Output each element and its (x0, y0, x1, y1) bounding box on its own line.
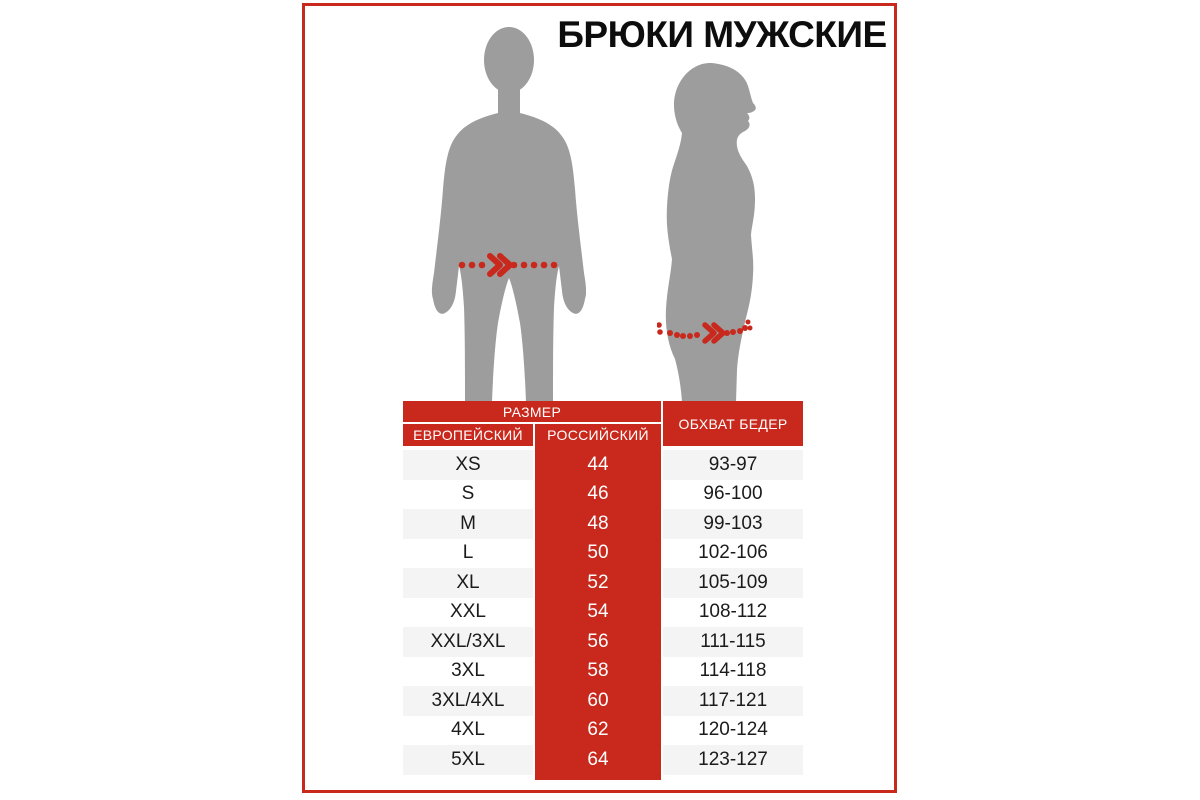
side-hip-measure-line (657, 316, 761, 354)
cell-hip-circumference: 96-100 (663, 480, 803, 510)
cell-russian-size: 54 (535, 598, 661, 628)
cell-russian-size: 48 (535, 509, 661, 539)
cell-hip-circumference: 105-109 (663, 568, 803, 598)
cell-russian-size: 44 (535, 450, 661, 480)
cell-european-size: XL (403, 568, 533, 598)
cell-european-size: XS (403, 450, 533, 480)
cell-russian-size: 62 (535, 716, 661, 746)
cell-russian-size: 50 (535, 539, 661, 569)
cell-hip-circumference: 108-112 (663, 598, 803, 628)
man-front-silhouette (430, 25, 586, 402)
cell-hip-circumference: 117-121 (663, 686, 803, 716)
cell-european-size: XXL (403, 598, 533, 628)
cell-russian-size: 58 (535, 657, 661, 687)
table-header-hips: ОБХВАТ БЕДЕР (663, 401, 803, 446)
cell-european-size: 3XL (403, 657, 533, 687)
cell-hip-circumference: 114-118 (663, 657, 803, 687)
cell-european-size: XXL/3XL (403, 627, 533, 657)
cell-hip-circumference: 120-124 (663, 716, 803, 746)
russian-column-tail (535, 775, 661, 780)
cell-european-size: 3XL/4XL (403, 686, 533, 716)
front-hip-measure-line (456, 252, 566, 278)
cell-hip-circumference: 123-127 (663, 745, 803, 775)
cell-russian-size: 56 (535, 627, 661, 657)
cell-russian-size: 46 (535, 480, 661, 510)
cell-european-size: S (403, 480, 533, 510)
size-chart-page (302, 3, 897, 793)
table-header-size-group: РАЗМЕР (403, 401, 661, 422)
size-table (403, 401, 803, 780)
page-title: БРЮКИ МУЖСКИЕ (557, 14, 887, 55)
cell-hip-circumference: 102-106 (663, 539, 803, 569)
cell-european-size: 5XL (403, 745, 533, 775)
cell-russian-size: 60 (535, 686, 661, 716)
cell-european-size: 4XL (403, 716, 533, 746)
table-header-european: ЕВРОПЕЙСКИЙ (403, 424, 533, 446)
chevron-arrow-icon (490, 256, 510, 274)
cell-hip-circumference: 111-115 (663, 627, 803, 657)
cell-european-size: M (403, 509, 533, 539)
cell-hip-circumference: 99-103 (663, 509, 803, 539)
cell-russian-size: 52 (535, 568, 661, 598)
chevron-arrow-icon (705, 325, 723, 341)
cell-european-size: L (403, 539, 533, 569)
table-header-russian: РОССИЙСКИЙ (535, 424, 661, 446)
cell-russian-size: 64 (535, 745, 661, 775)
cell-hip-circumference: 93-97 (663, 450, 803, 480)
